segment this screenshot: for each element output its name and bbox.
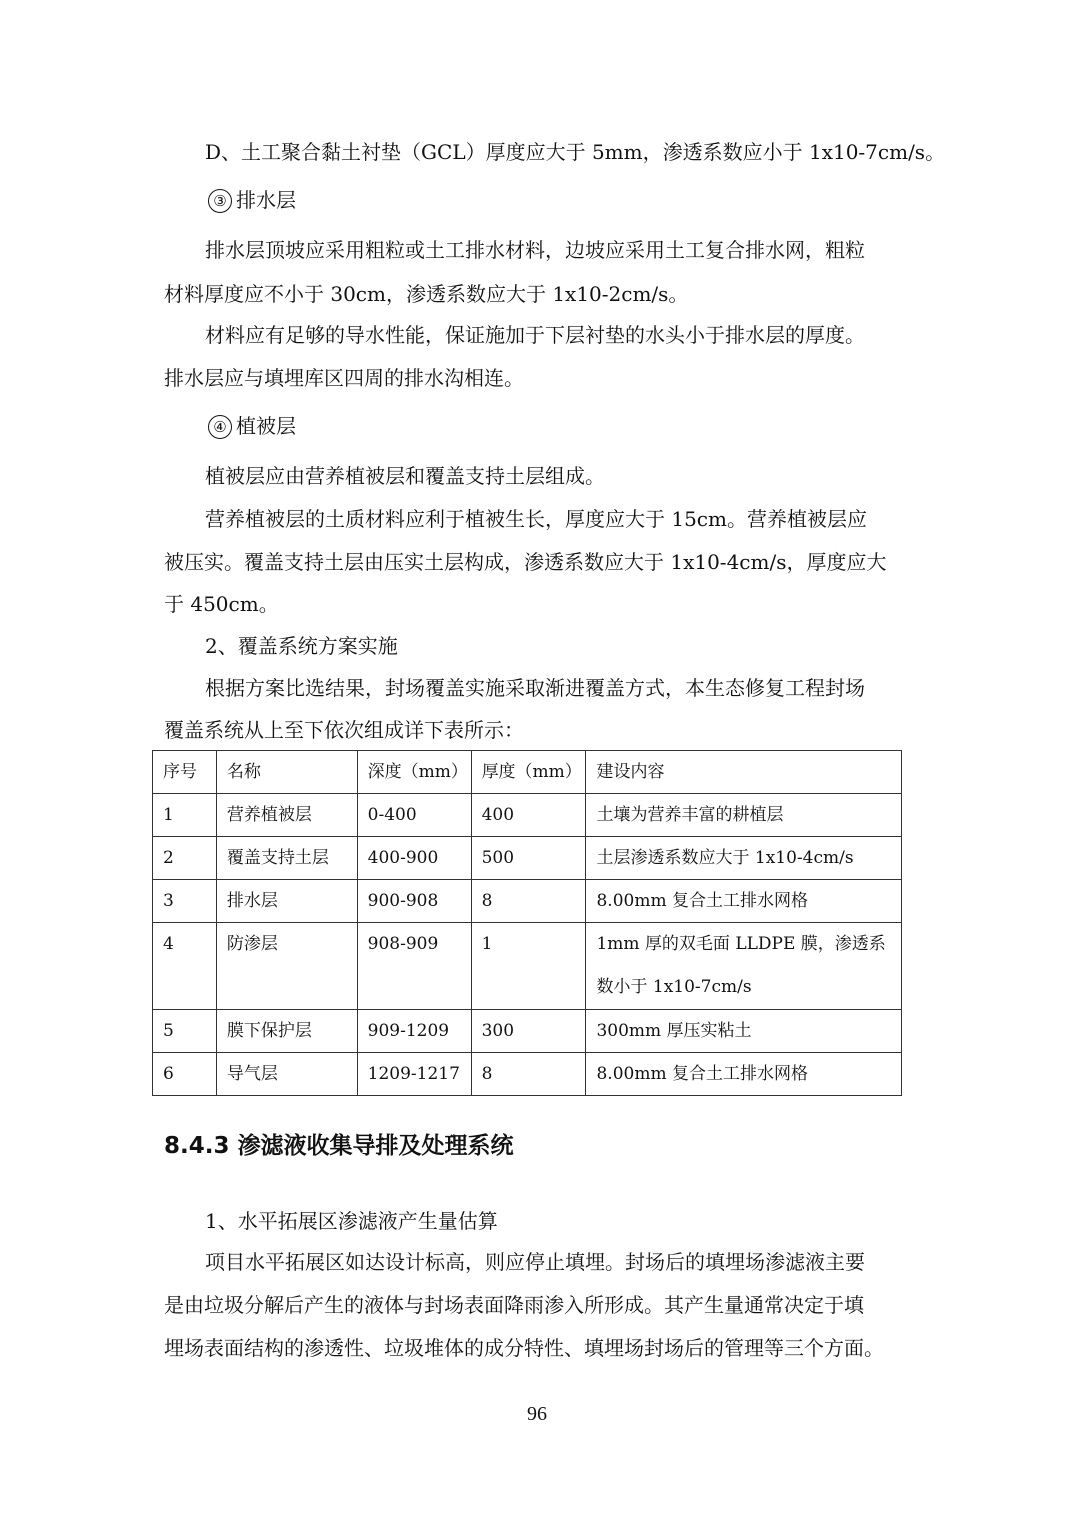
paragraph-gcl: D、土工聚合黏土衬垫（GCL）厚度应大于 5mm，渗透系数应小于 1x10-7cm/s。 bbox=[205, 140, 946, 164]
table-cell bbox=[586, 923, 902, 1010]
table-cell: 膜下保护层 bbox=[216, 1010, 357, 1053]
table-cell: 覆盖支持土层 bbox=[216, 837, 357, 880]
subheading-vegetation-layer bbox=[208, 412, 296, 440]
table-cell: 909-1209 bbox=[357, 1010, 471, 1053]
circled-number: ③ bbox=[208, 189, 232, 213]
cell-text-line: 1mm 厚的双毛面 LLDPE 膜，渗透系 bbox=[596, 934, 886, 954]
table-header-cell: 序号 bbox=[153, 751, 217, 794]
cell-text: 1 bbox=[481, 934, 493, 954]
paragraph-line: 1、水平拓展区渗滤液产生量估算 bbox=[205, 1209, 498, 1233]
table-cell: 土层渗透系数应大于 1x10-4cm/s bbox=[586, 837, 902, 880]
paragraph-line: 项目水平拓展区如达设计标高，则应停止填埋。封场后的填埋场渗滤液主要 bbox=[205, 1250, 865, 1274]
page-number: 96 bbox=[527, 1403, 547, 1425]
table-header-row bbox=[153, 751, 902, 794]
table-cell: 1 bbox=[153, 794, 217, 837]
table-cell: 900-908 bbox=[357, 880, 471, 923]
table-cell bbox=[357, 923, 471, 1010]
paragraph-line: 材料应有足够的导水性能，保证施加于下层衬垫的水头小于排水层的厚度。 bbox=[205, 323, 865, 347]
paragraph-line: 被压实。覆盖支持土层由压实土层构成，渗透系数应大于 1x10-4cm/s，厚度应大 bbox=[164, 550, 887, 574]
table-cell: 1209-1217 bbox=[357, 1053, 471, 1096]
table-row bbox=[153, 1010, 902, 1053]
table-cell: 2 bbox=[153, 837, 217, 880]
cell-text: 防渗层 bbox=[226, 934, 278, 954]
cell-text-line: 数小于 1x10-7cm/s bbox=[596, 977, 752, 997]
table-cell: 8.00mm 复合土工排水网格 bbox=[586, 880, 902, 923]
table-cell: 3 bbox=[153, 880, 217, 923]
table-cell: 300mm 厚压实粘土 bbox=[586, 1010, 902, 1053]
table-row bbox=[153, 880, 902, 923]
table-header-cell: 名称 bbox=[216, 751, 357, 794]
table-cell bbox=[216, 923, 357, 1010]
circled-number: ④ bbox=[208, 415, 232, 439]
subheading-drainage-layer bbox=[208, 186, 296, 214]
paragraph-line: 营养植被层的土质材料应利于植被生长，厚度应大于 15cm。营养植被层应 bbox=[205, 507, 867, 531]
table-cell: 300 bbox=[471, 1010, 586, 1053]
cover-system-table bbox=[152, 750, 902, 1096]
paragraph-line: 植被层应由营养植被层和覆盖支持土层组成。 bbox=[205, 464, 605, 488]
table-cell: 导气层 bbox=[216, 1053, 357, 1096]
table-cell: 营养植被层 bbox=[216, 794, 357, 837]
table-cell bbox=[153, 923, 217, 1010]
table-cell: 0-400 bbox=[357, 794, 471, 837]
cell-text: 4 bbox=[163, 934, 174, 954]
paragraph-line: 2、覆盖系统方案实施 bbox=[205, 634, 398, 658]
paragraph-line: 埋场表面结构的渗透性、垃圾堆体的成分特性、填埋场封场后的管理等三个方面。 bbox=[164, 1336, 884, 1360]
table-row bbox=[153, 794, 902, 837]
subheading-text: 植被层 bbox=[236, 414, 296, 438]
table-cell: 排水层 bbox=[216, 880, 357, 923]
paragraph-line: 根据方案比选结果，封场覆盖实施采取渐进覆盖方式，本生态修复工程封场 bbox=[205, 676, 865, 700]
paragraph-line: 排水层应与填埋库区四周的排水沟相连。 bbox=[164, 366, 524, 390]
section-heading: 8.4.3 渗滤液收集导排及处理系统 bbox=[164, 1133, 514, 1159]
table-cell: 土壤为营养丰富的耕植层 bbox=[586, 794, 902, 837]
table-cell: 8 bbox=[471, 1053, 586, 1096]
table-header-cell: 厚度（mm） bbox=[471, 751, 586, 794]
table-cell: 400 bbox=[471, 794, 586, 837]
subheading-text: 排水层 bbox=[236, 188, 296, 212]
table-cell: 6 bbox=[153, 1053, 217, 1096]
paragraph-line: 于 450cm。 bbox=[164, 592, 279, 616]
table-row bbox=[153, 1053, 902, 1096]
table-cell bbox=[471, 923, 586, 1010]
paragraph-line: 覆盖系统从上至下依次组成详下表所示： bbox=[164, 718, 524, 742]
table-cell: 5 bbox=[153, 1010, 217, 1053]
cell-text: 908-909 bbox=[367, 934, 439, 954]
table-header-cell: 深度（mm） bbox=[357, 751, 471, 794]
table-cell: 8.00mm 复合土工排水网格 bbox=[586, 1053, 902, 1096]
paragraph-line: 是由垃圾分解后产生的液体与封场表面降雨渗入所形成。其产生量通常决定于填 bbox=[164, 1293, 864, 1317]
table-row bbox=[153, 923, 902, 1010]
table-row bbox=[153, 837, 902, 880]
table-cell: 400-900 bbox=[357, 837, 471, 880]
table-cell: 8 bbox=[471, 880, 586, 923]
table-header-cell: 建设内容 bbox=[586, 751, 902, 794]
paragraph-line: 排水层顶坡应采用粗粒或土工排水材料，边坡应采用土工复合排水网，粗粒 bbox=[205, 238, 865, 262]
paragraph-line: 材料厚度应不小于 30cm，渗透系数应大于 1x10-2cm/s。 bbox=[164, 282, 689, 306]
table-cell: 500 bbox=[471, 837, 586, 880]
